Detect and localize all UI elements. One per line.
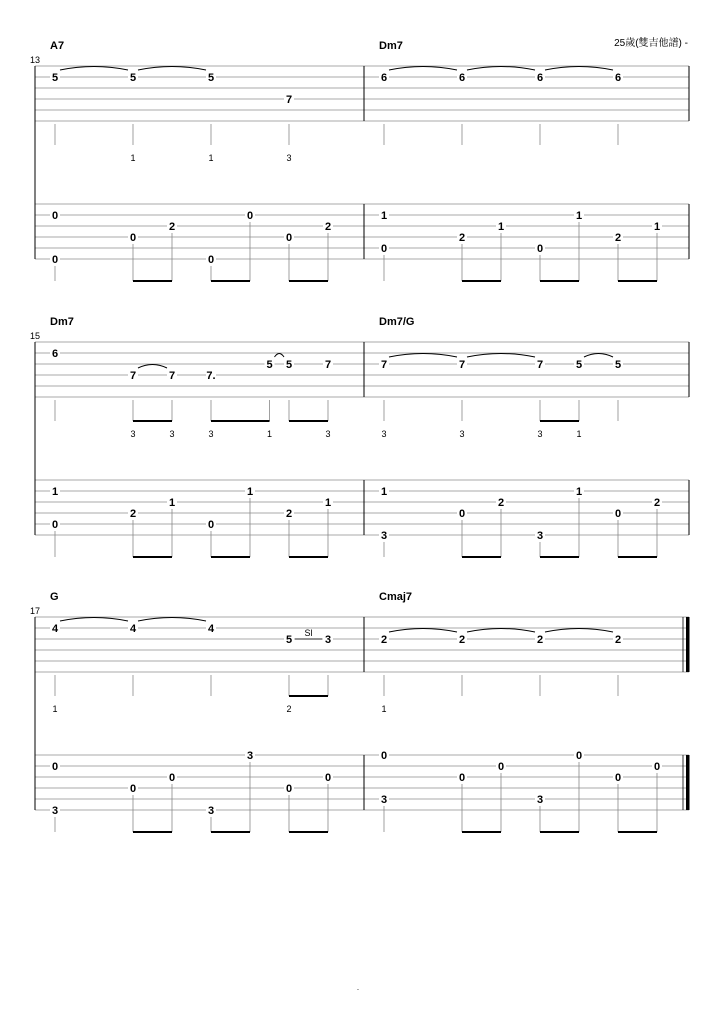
fret-number: 4 <box>129 623 137 635</box>
fret-number: 5 <box>129 72 137 84</box>
tie-arc <box>138 365 167 369</box>
fret-number: 3 <box>324 634 332 646</box>
fret-number: 5 <box>575 359 583 371</box>
tie-arc <box>467 67 535 71</box>
fret-number: 1 <box>246 486 254 498</box>
fret-number: 2 <box>285 508 293 520</box>
fret-number: 7. <box>206 370 216 382</box>
fret-number: 5 <box>207 72 215 84</box>
fret-number: 1 <box>575 210 583 222</box>
fret-number: 2 <box>458 232 466 244</box>
fingering-label: 2 <box>286 704 292 714</box>
tie-arc <box>138 67 206 71</box>
fret-number: 3 <box>246 750 254 762</box>
footer-dot: . <box>356 983 360 992</box>
tie-arc <box>389 67 457 71</box>
fret-number: 1 <box>51 486 59 498</box>
fret-number: 2 <box>458 634 466 646</box>
chord-name: A7 <box>50 40 65 52</box>
fret-number: 7 <box>324 359 332 371</box>
fret-number: 0 <box>575 750 583 762</box>
fret-number: 7 <box>129 370 137 382</box>
tie-arc <box>467 629 535 633</box>
fret-number: 0 <box>168 772 176 784</box>
fingering-label: 3 <box>130 429 136 439</box>
fret-number: 1 <box>380 210 388 222</box>
fret-number: 6 <box>536 72 544 84</box>
fret-number: 3 <box>380 794 388 806</box>
fret-number: 5 <box>266 359 273 371</box>
fret-number: 2 <box>497 497 505 509</box>
fret-number: 0 <box>458 508 466 520</box>
tie-arc <box>467 354 535 358</box>
fingering-label: 3 <box>459 429 465 439</box>
fret-number: 1 <box>653 221 661 233</box>
fret-number: 0 <box>51 254 59 266</box>
fret-number: 0 <box>380 243 388 255</box>
fret-number: 5 <box>285 634 293 646</box>
fret-number: 3 <box>207 805 215 817</box>
fret-number: 0 <box>207 519 215 531</box>
fret-number: 2 <box>129 508 137 520</box>
fret-number: 0 <box>536 243 544 255</box>
fret-number: 0 <box>51 761 59 773</box>
fret-number: 6 <box>458 72 466 84</box>
fret-number: 4 <box>51 623 59 635</box>
fret-number: 3 <box>536 530 544 542</box>
score-header-title: 25歲(雙吉他譜) - <box>614 38 688 49</box>
fret-number: 4 <box>207 623 215 635</box>
fret-number: 6 <box>51 348 59 360</box>
fret-number: 2 <box>168 221 176 233</box>
tie-arc <box>60 618 128 622</box>
fingering-label: 3 <box>381 429 387 439</box>
chord-name: Dm7/G <box>379 316 415 328</box>
fret-number: 0 <box>458 772 466 784</box>
tie-arc <box>60 67 128 71</box>
tie-arc <box>584 354 613 358</box>
fret-number: 7 <box>285 94 293 106</box>
fingering-label: 1 <box>381 704 387 714</box>
slide-label: Sl <box>304 628 313 638</box>
fret-number: 5 <box>285 359 293 371</box>
fingering-label: 1 <box>130 153 136 163</box>
chord-name: Dm7 <box>50 316 74 328</box>
fingering-label: 3 <box>325 429 331 439</box>
chord-name: Cmaj7 <box>379 591 413 603</box>
fret-number: 0 <box>246 210 254 222</box>
tie-arc <box>275 354 285 358</box>
fret-number: 0 <box>324 772 332 784</box>
fret-number: 2 <box>536 634 544 646</box>
fret-number: 5 <box>51 72 59 84</box>
fret-number: 1 <box>497 221 505 233</box>
fret-number: 0 <box>207 254 215 266</box>
fret-number: 3 <box>536 794 544 806</box>
fret-number: 6 <box>380 72 388 84</box>
fret-number: 7 <box>168 370 176 382</box>
fret-number: 1 <box>380 486 388 498</box>
tie-arc <box>545 629 613 633</box>
fret-number: 7 <box>458 359 466 371</box>
fingering-label: 1 <box>576 429 582 439</box>
fret-number: 6 <box>614 72 622 84</box>
fret-number: 0 <box>51 210 59 222</box>
fret-number: 0 <box>614 508 622 520</box>
fret-number: 0 <box>285 783 293 795</box>
final-barline <box>686 755 689 810</box>
fingering-label: 3 <box>169 429 175 439</box>
fret-number: 0 <box>497 761 505 773</box>
chord-name: Dm7 <box>379 40 403 52</box>
fret-number: 0 <box>653 761 661 773</box>
final-barline <box>686 617 689 672</box>
fret-number: 2 <box>324 221 332 233</box>
fret-number: 1 <box>575 486 583 498</box>
fret-number: 2 <box>614 634 622 646</box>
tie-arc <box>389 354 457 358</box>
fret-number: 2 <box>614 232 622 244</box>
fret-number: 0 <box>51 519 59 531</box>
measure-number: 13 <box>30 55 41 65</box>
fret-number: 0 <box>129 783 137 795</box>
measure-number: 17 <box>30 606 41 616</box>
fret-number: 0 <box>380 750 388 762</box>
tie-arc <box>545 67 613 71</box>
fret-number: 0 <box>129 232 137 244</box>
fret-number: 0 <box>614 772 622 784</box>
fret-number: 1 <box>168 497 176 509</box>
fingering-label: 3 <box>286 153 292 163</box>
fingering-label: 1 <box>208 153 214 163</box>
fingering-label: 1 <box>266 429 273 439</box>
fret-number: 7 <box>536 359 544 371</box>
fingering-label: 1 <box>52 704 58 714</box>
chord-name: G <box>50 591 59 603</box>
fret-number: 7 <box>380 359 388 371</box>
tie-arc <box>138 618 206 622</box>
fingering-label: 3 <box>208 429 214 439</box>
measure-number: 15 <box>30 331 41 341</box>
fret-number: 2 <box>380 634 388 646</box>
fret-number: 3 <box>51 805 59 817</box>
fret-number: 1 <box>324 497 332 509</box>
fret-number: 5 <box>614 359 622 371</box>
fingering-label: 3 <box>537 429 543 439</box>
fret-number: 2 <box>653 497 661 509</box>
tie-arc <box>389 629 457 633</box>
fret-number: 0 <box>285 232 293 244</box>
fret-number: 3 <box>380 530 388 542</box>
